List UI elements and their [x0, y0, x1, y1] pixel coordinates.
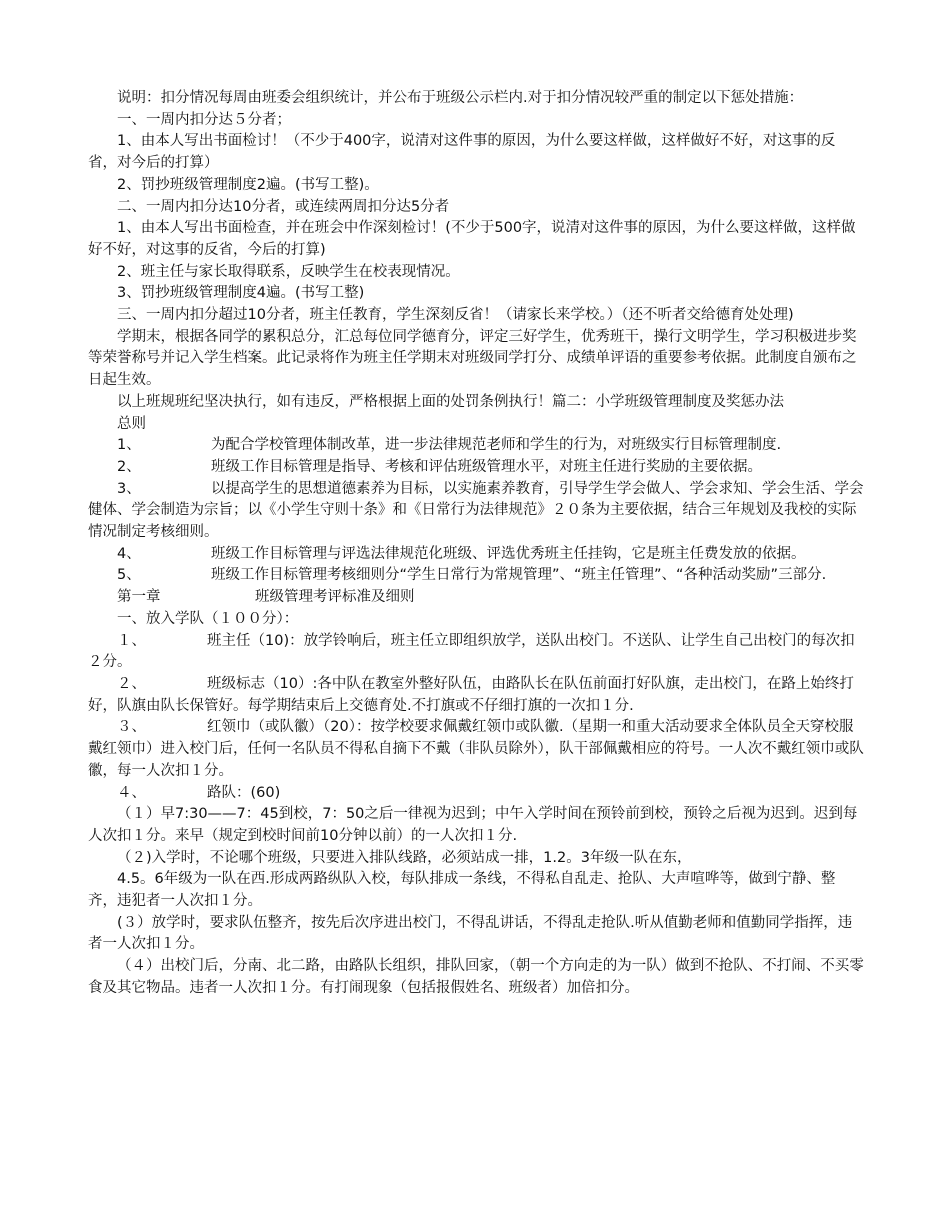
paragraph: 以上班规班纪坚决执行，如有违反，严格根据上面的处罚条例执行！篇二：小学班级管理制度及奖惩办法 [117, 393, 784, 410]
numbered-item [88, 479, 864, 544]
rule-item [88, 717, 864, 782]
item-number: ３、 [117, 719, 146, 736]
section-heading-general: 总则 [117, 415, 146, 432]
chapter-title: 班级管理考评标准及细则 [255, 589, 415, 606]
item-text: 班主任（10)：放学铃响后，班主任立即组织放学，送队出校门。不送队、让学生自己出校门的每次扣２分。 [88, 632, 855, 671]
paragraph: 一、一周内扣分达５分者； [117, 111, 291, 128]
section-heading: 一、放入学队（１００分）： [117, 610, 299, 627]
paragraph: 二、一周内扣分达10分者，或连续两周扣分达5分者 [117, 198, 450, 215]
sub-item: （４）出校门后，分南、北二路，由路队长组织，排队回家，（朝一个方向走的为一队）做到不抢队、不打闹、不买零食及其它物品。违者一人次扣１分。有打闹现象（包括报假姓名、班级者）加倍扣分。 [88, 958, 864, 996]
numbered-item [88, 544, 864, 566]
sub-item: (３）放学时，要求队伍整齐，按先后次序进出校门，不得乱讲话，不得乱走抢队.听从值勤老师和值勤同学指挥，违者一人次扣１分。 [88, 914, 853, 953]
paragraph: 1、由本人写出书面检讨！（不少于400字，说清对这件事的原因，为什么要这样做，这样做好不好，对这事的反省，对今后的打算） [88, 133, 836, 172]
document-body [88, 88, 864, 1000]
sub-item: 4.5。6年级为一队在西.形成两路纵队入校，每队排成一条线，不得私自乱走、抢队、大声喧哗等，做到宁静、整齐，违犯者一人次扣１分。 [88, 871, 836, 910]
numbered-item [88, 435, 864, 457]
item-text: 班级工作目标管理与评选法律规范化班级、评选优秀班主任挂钩，它是班主任费发放的依据。 [211, 545, 806, 562]
item-number: 3、 [117, 480, 141, 497]
item-number: ２、 [117, 675, 146, 692]
item-text: 以提高学生的思想道德素养为目标，以实施素养教育，引导学生学会做人、学会求知、学会生活、学会健体、学会制造为宗旨；以《小学生守则十条》和《日常行为法律规范》２０条为主要依据，结合三年规划及我校的实际情况制定考核细则。 [88, 480, 864, 541]
sub-item: （１）早7:30——7：45到校，7：50之后一律视为迟到；中午入学时间在预铃前到校，预铃之后视为迟到。迟到每人次扣１分。来早（规定到校时间前10分钟以前）的一人次扣１分. [88, 806, 858, 844]
chapter-heading [88, 587, 864, 609]
rule-item [88, 631, 864, 674]
rule-item [88, 783, 864, 805]
paragraph: 说明：扣分情况每周由班委会组织统计，并公布于班级公示栏内.对于扣分情况较严重的制定以下惩处措施： [117, 90, 804, 106]
item-text: 路队：(60) [207, 784, 281, 801]
item-number: １、 [117, 632, 146, 649]
numbered-item [88, 565, 864, 587]
item-number: ４、 [117, 784, 146, 801]
paragraph: 1、由本人写出书面检查，并在班会中作深刻检讨！(不少于500字，说清对这件事的原因，为什么要这样做，这样做好不好，对这事的反省，今后的打算) [88, 220, 856, 258]
item-number: 1、 [117, 437, 141, 454]
paragraph: 2、罚抄班级管理制度2遍。(书写工整)。 [117, 176, 379, 193]
item-text: 为配合学校管理体制改革，进一步法律规范老师和学生的行为，对班级实行目标管理制度. [211, 437, 782, 454]
item-text: 班级工作目标管理是指导、考核和评估班级管理水平，对班主任进行奖励的主要依据。 [211, 458, 762, 475]
paragraph: 3、罚抄班级管理制度4遍。(书写工整) [117, 285, 365, 302]
item-number: 2、 [117, 458, 141, 475]
sub-item: （２)入学时，不论哪个班级，只要进入排队线路，必须站成一排，1.2。3年级一队在东， [117, 849, 692, 866]
item-number: 5、 [117, 567, 141, 584]
paragraph: 学期末，根据各同学的累积总分，汇总每位同学德育分，评定三好学生，优秀班干，操行文明学生，学习积极进步奖等荣誉称号并记入学生档案。此记录将作为班主任学期末对班级同学打分、成绩单评语的重要参考依据。此制度自颁布之日起生效。 [88, 328, 857, 389]
numbered-item [88, 457, 864, 479]
rule-item [88, 674, 864, 717]
item-text: 班级工作目标管理考核细则分“学生日常行为常规管理”、“班主任管理”、“各种活动奖励”三部分. [211, 567, 827, 584]
item-text: 班级标志（10）:各中队在教室外整好队伍，由路队长在队伍前面打好队旗，走出校门，在路上始终打好，队旗由队长保管好。每学期结束后上交德育处.不打旗或不仔细打旗的一次扣１分. [88, 675, 854, 714]
chapter-number: 第一章 [117, 589, 161, 606]
paragraph: 2、班主任与家长取得联系，反映学生在校表现情况。 [117, 263, 460, 280]
paragraph: 三、一周内扣分超过10分者，班主任教育，学生深刻反省！（请家长来学校。）（还不听者交给德育处处理) [117, 307, 794, 324]
item-number: 4、 [117, 545, 141, 562]
item-text: 红领巾（或队徽）（20）：按学校要求佩戴红领巾或队徽.（星期一和重大活动要求全体队员全天穿校服戴红领巾）进入校门后，任何一名队员不得私自摘下不戴（非队员除外），队干部佩戴相应的符号。一人次不戴红领巾或队徽，每一人次扣１分。 [88, 719, 864, 779]
